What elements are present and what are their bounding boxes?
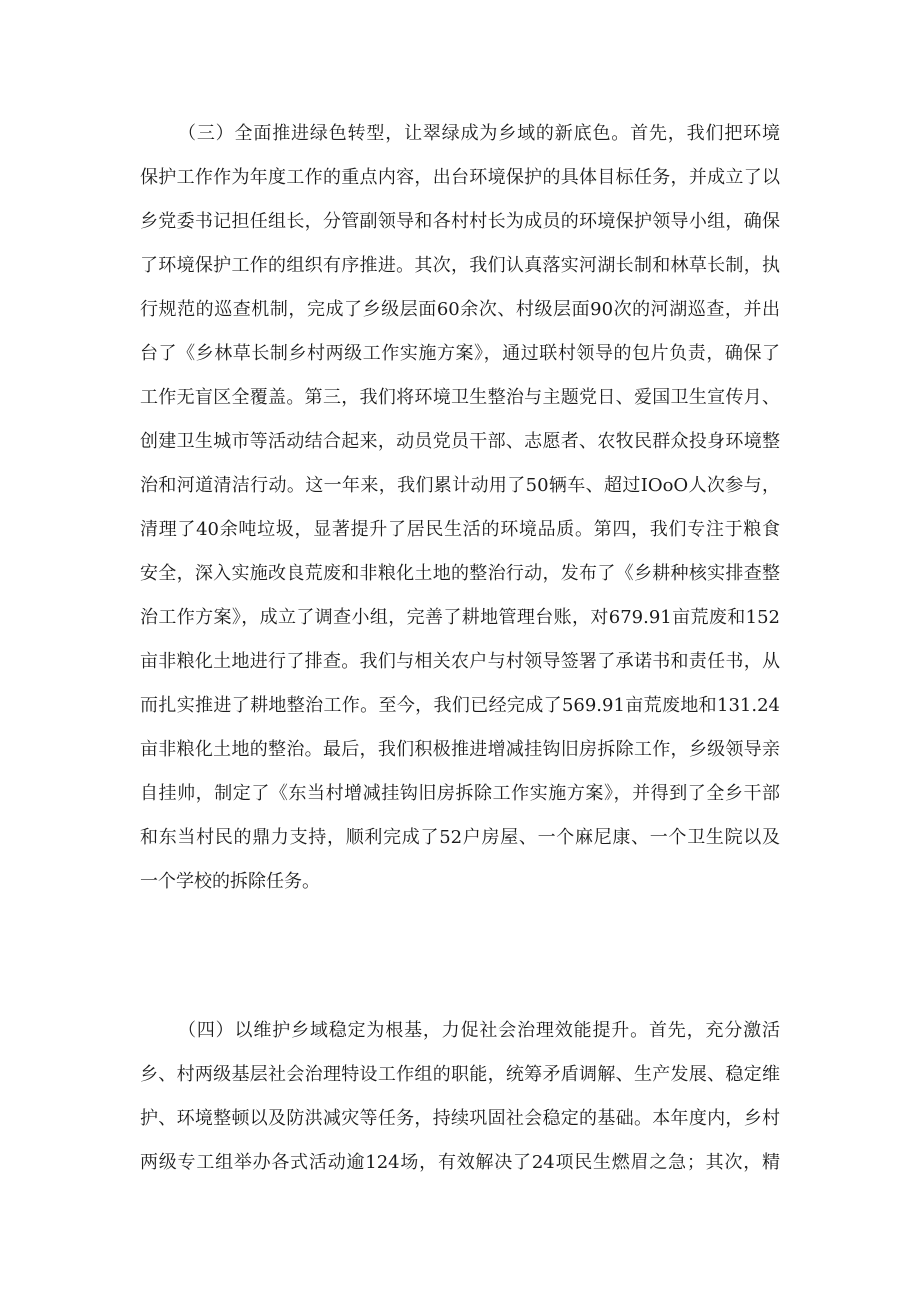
text-line: 治工作方案》，成立了调查小组，完善了耕地管理台账，对679.91亩荒废和152 <box>140 607 780 628</box>
text-line: 护、环境整顿以及防洪减灾等任务，持续巩固社会稳定的基础。本年度内，乡村 <box>140 1108 780 1129</box>
text-line: 创建卫生城市等活动结合起来，动员党员干部、志愿者、农牧民群众投身环境整 <box>140 431 780 452</box>
text-line: 清理了40余吨垃圾，显著提升了居民生活的环境品质。第四，我们专注于粮食 <box>140 519 780 540</box>
text-line: 一个学校的拆除任务。 <box>140 871 320 892</box>
paragraph-section-4 <box>140 1009 780 1185</box>
text-line: 乡党委书记担任组长，分管副领导和各村村长为成员的环境保护领导小组，确保 <box>140 211 780 232</box>
text-line: 保护工作作为年度工作的重点内容，出台环境保护的具体目标任务，并成立了以 <box>140 167 780 188</box>
text-line: 行规范的巡查机制，完成了乡级层面60余次、村级层面90次的河湖巡查，并出 <box>140 299 780 320</box>
text-line: 治和河道清洁行动。这一年来，我们累计动用了50辆车、超过IOoO人次参与， <box>140 475 780 496</box>
text-line: 安全，深入实施改良荒废和非粮化土地的整治行动，发布了《乡耕种核实排查整 <box>140 563 780 584</box>
text-line: 自挂帅，制定了《东当村增减挂钩旧房拆除工作实施方案》，并得到了全乡干部 <box>140 783 780 804</box>
text-line: 台了《乡林草长制乡村两级工作实施方案》，通过联村领导的包片负责，确保了 <box>140 343 780 364</box>
text-line: 乡、村两级基层社会治理特设工作组的职能，统筹矛盾调解、生产发展、稳定维 <box>140 1064 780 1085</box>
text-line: 亩非粮化土地的整治。最后，我们积极推进增减挂钩旧房拆除工作，乡级领导亲 <box>140 739 780 760</box>
paragraph-section-3 <box>140 112 780 904</box>
text-line: （三）全面推进绿色转型，让翠绿成为乡域的新底色。首先，我们把环境 <box>178 123 780 144</box>
text-line: 亩非粮化土地进行了排查。我们与相关农户与村领导签署了承诺书和责任书，从 <box>140 651 780 672</box>
text-line: 了环境保护工作的组织有序推进。其次，我们认真落实河湖长制和林草长制，执 <box>140 255 780 276</box>
text-line: 和东当村民的鼎力支持，顺利完成了52户房屋、一个麻尼康、一个卫生院以及 <box>140 827 780 848</box>
text-line: 工作无盲区全覆盖。第三，我们将环境卫生整治与主题党日、爱国卫生宣传月、 <box>140 387 780 408</box>
text-line: 两级专工组举办各式活动逾124场，有效解决了24项民生燃眉之急；其次，精 <box>140 1152 780 1173</box>
text-line: 而扎实推进了耕地整治工作。至今，我们已经完成了569.91亩荒废地和131.24 <box>140 695 780 716</box>
text-line: （四）以维护乡域稳定为根基，力促社会治理效能提升。首先，充分激活 <box>178 1020 780 1041</box>
